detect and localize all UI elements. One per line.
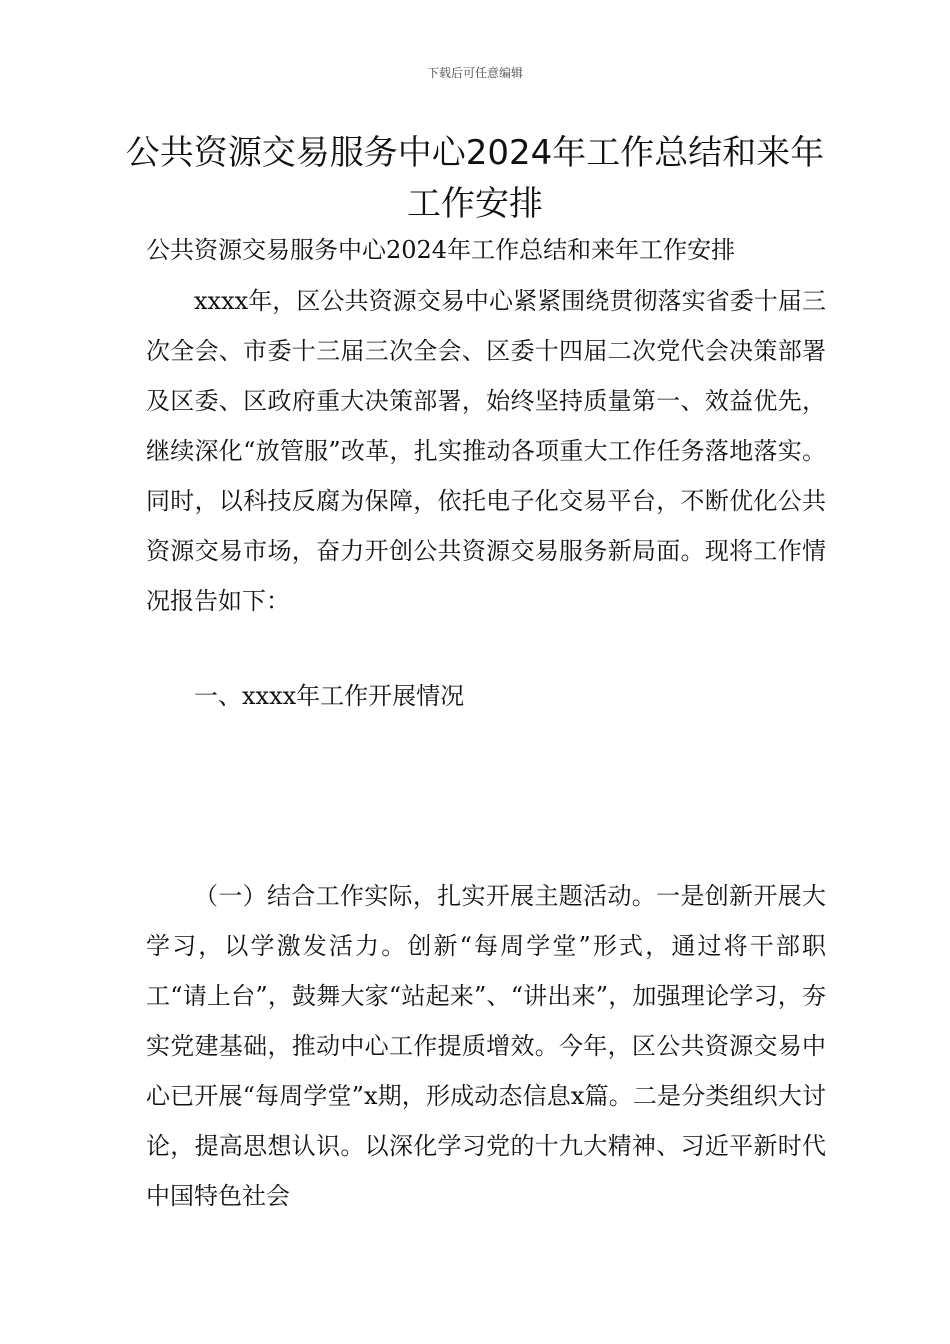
document-title: 公共资源交易服务中心2024年工作总结和来年工作安排: [125, 133, 825, 224]
section-heading: 一、xxxx年工作开展情况: [194, 682, 465, 710]
document-subtitle: 公共资源交易服务中心2024年工作总结和来年工作安排: [146, 236, 736, 264]
page-header-note: 下载后可任意编辑: [426, 66, 523, 80]
intro-paragraph: xxxx年，区公共资源交易中心紧紧围绕贯彻落实省委十届三次全会、市委十三届三次全会、区委十四届二次党代会决策部署及区委、区政府重大决策部署，始终坚持质量第一、效益优先，继续深化“放管服”改革，扎实推动各项重大工作任务落地落实。同时，以科技反腐为保障，依托电子化交易平台，不断优化公共资源交易市场，奋力开创公共资源交易服务新局面。现将工作情况报告如下：: [146, 287, 826, 615]
section-paragraph: （一）结合工作实际，扎实开展主题活动。一是创新开展大学习，以学激发活力。创新“每周学堂”形式，通过将干部职工“请上台”，鼓舞大家“站起来”、“讲出来”，加强理论学习，夯实党建基础，推动中心工作提质增效。今年，区公共资源交易中心已开展“每周学堂”x期，形成动态信息x篇。二是分类组织大讨论，提高思想认识。以深化学习党的十九大精神、习近平新时代中国特色社会: [146, 882, 826, 1210]
